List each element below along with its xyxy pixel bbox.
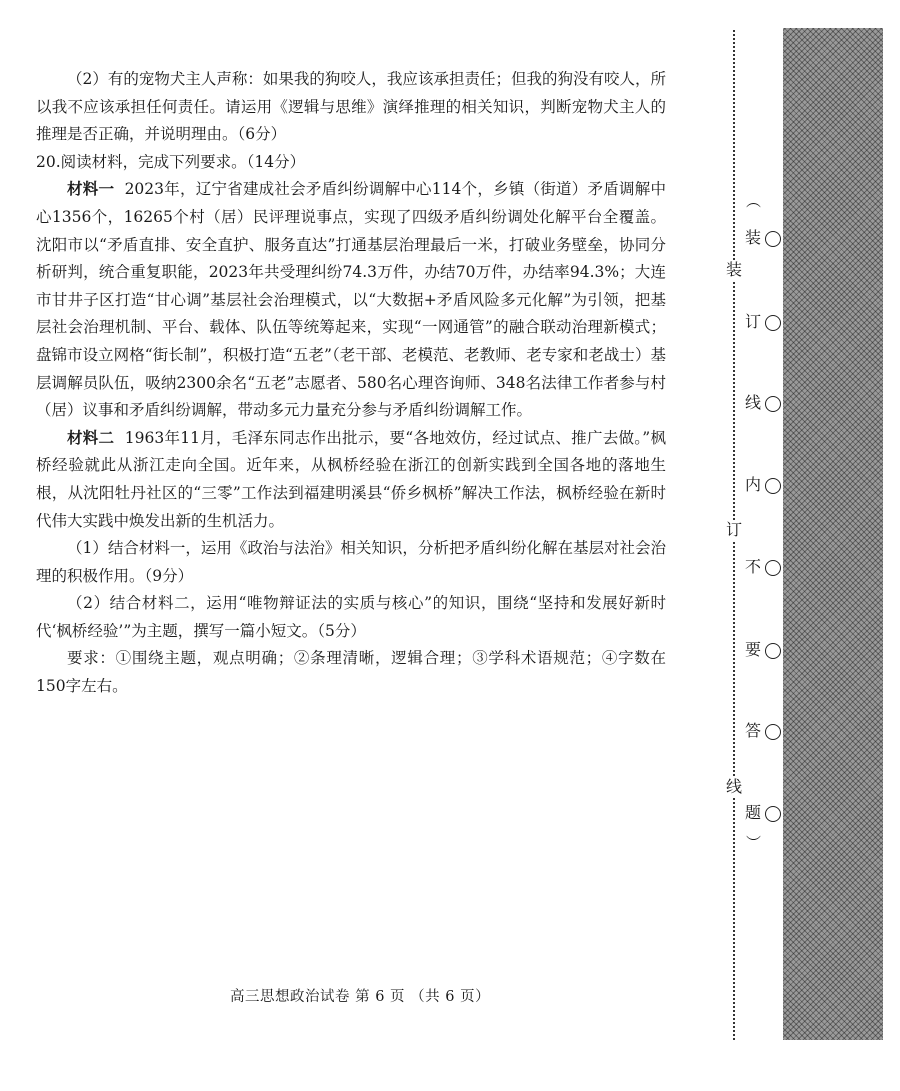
warning-char-6: 要 — [745, 640, 762, 659]
exam-page-content — [36, 66, 666, 701]
page-footer: 高三思想政治试卷 第 6 页 （共 6 页） — [230, 989, 491, 1005]
bind-word-zhuang: 装 — [726, 260, 743, 279]
close-paren: ︶ — [746, 834, 762, 852]
material2-paragraph — [36, 425, 666, 535]
binding-circle-icon — [765, 231, 781, 247]
binding-circle-icon — [765, 396, 781, 412]
question20-requirements: 要求：①围绕主题，观点明确；②条理清晰，逻辑合理；③学科术语规范；④字数在150字左右。 — [36, 649, 666, 696]
material2-label: 材料二 — [67, 428, 115, 447]
warning-char-5: 不 — [745, 557, 762, 576]
binding-circle-icon — [765, 560, 781, 576]
warning-char-8: 题 — [745, 803, 762, 822]
open-paren: ︵ — [746, 192, 762, 210]
warning-char-3: 线 — [745, 393, 762, 412]
material1-label: 材料一 — [67, 180, 115, 199]
binding-circle-icon — [765, 315, 781, 331]
warning-char-7: 答 — [745, 721, 762, 740]
material1-text: 2023年，辽宁省建成社会矛盾纠纷调解中心114个，乡镇（街道）矛盾调解中心1356个，16265个村（居）民评理说事点，实现了四级矛盾纠纷调处化解平台全覆盖。沈阳市以“矛盾直排、安全直护、服务直达”打通基层治理最后一米，打破业务壁垒，协同分析研判，统合重复职能，2023年共受理纠纷74.3万件，办结70万件，办结率94.3%；大连市甘井子区打造“甘心调”基层社会治理模式，以“大数据+矛盾风险多元化解”为引领，把基层社会治理机制、平台、载体、队伍等统筹起来，实现“一网通管”的融合联动治理新模式；盘锦市设立网格“街长制”，积极打造“五老”（老干部、老模范、老教师、老专家和老战士）基层调解员队伍，吸纳2300余名“五老”志愿者、580名心理咨询师、348名法律工作者参与村（居）议事和矛盾纠纷调解，带动多元力量充分参与矛盾纠纷调解工作。 — [36, 180, 666, 420]
question19-part2: （2）有的宠物犬主人声称：如果我的狗咬人，我应该承担责任；但我的狗没有咬人，所以我不应该承担任何责任。请运用《逻辑与思维》演绎推理的相关知识，判断宠物犬主人的推理是否正确，并说明理由。（6分） — [36, 70, 666, 144]
question20-part1: （1）结合材料一，运用《政治与法治》相关知识，分析把矛盾纠纷化解在基层对社会治理的积极作用。（9分） — [36, 539, 666, 585]
bind-word-xian: 线 — [726, 777, 743, 796]
material2-text: 1963年11月，毛泽东同志作出批示，要“各地效仿，经过试点、推广去做。”枫桥经验就此从浙江走向全国。近年来，从枫桥经验在浙江的创新实践到全国各地的落地生根，从沈阳牡丹社区的“三零”工作法到福建明溪县“侨乡枫桥”解决工作法，枫桥经验在新时代伟大实践中焕发出新的生机活力。 — [36, 428, 666, 530]
warning-char-2: 订 — [745, 312, 762, 331]
question20-heading: 20.阅读材料，完成下列要求。（14分） — [36, 152, 306, 171]
warning-char-1: 装 — [745, 228, 762, 247]
material1-paragraph — [36, 176, 666, 424]
binding-circle-icon — [765, 643, 781, 659]
binding-circle-icon — [765, 806, 781, 822]
binding-circle-icon — [765, 478, 781, 494]
question20-part2: （2）结合材料二，运用“唯物辩证法的实质与核心”的知识，围绕“坚持和发展好新时代‘枫桥经验’”为主题，撰写一篇小短文。（5分） — [36, 594, 666, 640]
warning-char-4: 内 — [745, 475, 762, 494]
binding-hatched-strip — [783, 28, 883, 1040]
binding-circle-icon — [765, 724, 781, 740]
bind-word-ding: 订 — [726, 520, 743, 539]
